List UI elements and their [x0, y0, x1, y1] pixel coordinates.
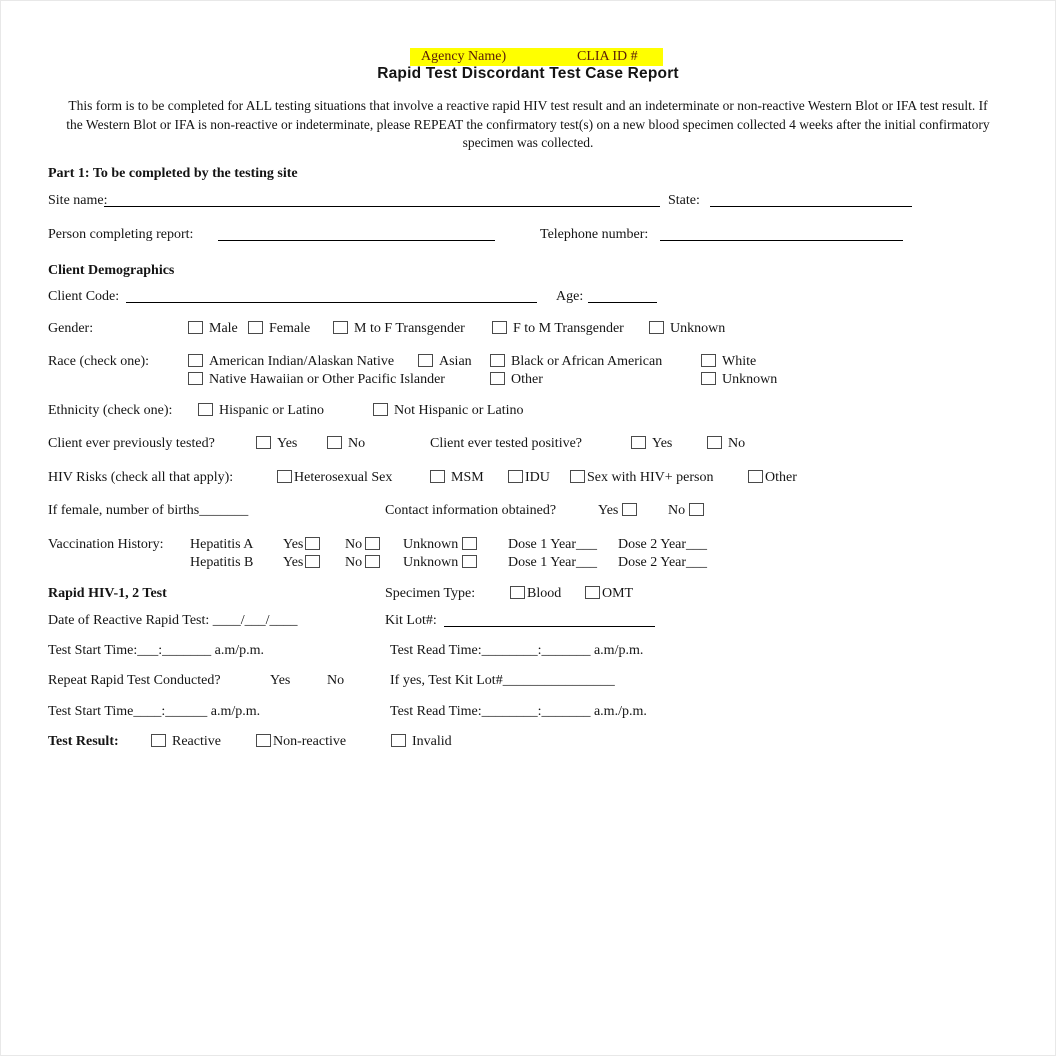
- option-label: Yes: [652, 436, 673, 451]
- race-option-black[interactable]: [490, 353, 662, 371]
- race-option-unknown[interactable]: [701, 371, 777, 389]
- risk-msm-checkbox[interactable]: [430, 470, 445, 483]
- option-label: Hispanic or Latino: [219, 403, 324, 418]
- hep-b-no-checkbox[interactable]: [365, 555, 380, 568]
- hep-a-yes[interactable]: [283, 536, 320, 554]
- hep-a-unknown[interactable]: [403, 536, 477, 554]
- option-label: Unknown: [670, 321, 726, 336]
- risk-idu[interactable]: [508, 469, 550, 487]
- result-invalid[interactable]: [391, 733, 452, 751]
- gender-ftm-checkbox[interactable]: [492, 321, 507, 334]
- option-label: No: [345, 555, 363, 570]
- result-invalid-checkbox[interactable]: [391, 734, 406, 747]
- if-yes-kit-lot-label[interactable]: If yes, Test Kit Lot#________________: [390, 673, 615, 688]
- ethnicity-option-not-hispanic[interactable]: [373, 402, 523, 420]
- tested-positive-yes[interactable]: [631, 435, 672, 453]
- hep-b-unknown[interactable]: [403, 554, 477, 572]
- race-label: Race (check one):: [48, 354, 150, 369]
- ethnicity-hispanic-checkbox[interactable]: [198, 403, 213, 416]
- contact-yes-checkbox[interactable]: [622, 503, 637, 516]
- option-label: Male: [209, 321, 238, 336]
- site-name-field[interactable]: [104, 190, 660, 207]
- option-label: Yes: [277, 436, 298, 451]
- option-label: Non-reactive: [273, 734, 347, 749]
- gender-option-ftm[interactable]: [492, 320, 624, 338]
- specimen-blood-checkbox[interactable]: [510, 586, 525, 599]
- test-read-time-1[interactable]: Test Read Time:________:_______ a.m/p.m.: [390, 643, 644, 658]
- option-label: White: [722, 354, 757, 369]
- option-label: Asian: [439, 354, 472, 369]
- kit-lot-field[interactable]: [444, 610, 655, 627]
- result-non-reactive-checkbox[interactable]: [256, 734, 271, 747]
- repeat-test-label: Repeat Rapid Test Conducted?: [48, 673, 221, 688]
- hep-a-no-checkbox[interactable]: [365, 537, 380, 550]
- risk-idu-checkbox[interactable]: [508, 470, 523, 483]
- contact-no[interactable]: [668, 502, 704, 520]
- option-label: Sex with HIV+ person: [587, 470, 714, 485]
- hep-a-label: Hepatitis A: [190, 537, 254, 552]
- result-reactive[interactable]: [151, 733, 221, 751]
- tested-positive-no[interactable]: [707, 435, 745, 453]
- race-unknown-checkbox[interactable]: [701, 372, 716, 385]
- risk-msm[interactable]: [430, 469, 484, 487]
- ethnicity-option-hispanic[interactable]: [198, 402, 324, 420]
- race-black-checkbox[interactable]: [490, 354, 505, 367]
- hep-b-yes-checkbox[interactable]: [305, 555, 320, 568]
- race-other-checkbox[interactable]: [490, 372, 505, 385]
- hep-a-dose2[interactable]: Dose 2 Year___: [618, 537, 708, 552]
- race-option-asian[interactable]: [418, 353, 472, 371]
- risk-heterosexual[interactable]: [277, 469, 392, 487]
- client-code-label: Client Code:: [48, 289, 120, 304]
- hiv-risks-label: HIV Risks (check all that apply):: [48, 470, 234, 485]
- result-non-reactive[interactable]: [256, 733, 346, 751]
- repeat-yes[interactable]: Yes: [270, 673, 291, 688]
- option-label: No: [348, 436, 366, 451]
- option-label: Heterosexual Sex: [294, 470, 393, 485]
- gender-option-mtf[interactable]: [333, 320, 465, 338]
- hep-b-no[interactable]: [345, 554, 380, 572]
- option-label: Invalid: [412, 734, 452, 749]
- option-label: Not Hispanic or Latino: [394, 403, 524, 418]
- test-start-time-1[interactable]: Test Start Time:___:_______ a.m/p.m.: [48, 643, 265, 658]
- risk-heterosexual-checkbox[interactable]: [277, 470, 292, 483]
- risk-sex-hiv-positive-checkbox[interactable]: [570, 470, 585, 483]
- option-label: Black or African American: [511, 354, 663, 369]
- person-completing-label: Person completing report:: [48, 227, 194, 242]
- test-start-time-2[interactable]: Test Start Time____:______ a.m/p.m.: [48, 704, 261, 719]
- form-instructions: This form is to be completed for ALL testing situations that involve a reactive rapid HIV test result and an indeterminate or non-reactive Western Blot or IFA test result. If the Western Blot or IFA is non-reactive or indeterminate, please REPEAT the confirmatory test(s) on a new blood specimen collected 4 weeks after the initial confirmatory specimen was collected.: [66, 98, 990, 150]
- gender-unknown-checkbox[interactable]: [649, 321, 664, 334]
- test-read-time-2[interactable]: Test Read Time:________:_______ a.m./p.m.: [390, 704, 647, 719]
- age-label: Age:: [556, 289, 584, 304]
- gender-male-checkbox[interactable]: [188, 321, 203, 334]
- prev-tested-label: Client ever previously tested?: [48, 436, 215, 451]
- reactive-test-date-label[interactable]: Date of Reactive Rapid Test: ____/___/____: [48, 613, 298, 628]
- option-label: OMT: [602, 586, 634, 601]
- hep-b-dose2[interactable]: Dose 2 Year___: [618, 555, 708, 570]
- option-label: American Indian/Alaskan Native: [209, 354, 395, 369]
- rapid-test-heading: Rapid HIV-1, 2 Test: [48, 586, 167, 601]
- race-option-nhpi[interactable]: [188, 371, 445, 389]
- option-label: No: [345, 537, 363, 552]
- hep-b-unknown-checkbox[interactable]: [462, 555, 477, 568]
- specimen-omt-checkbox[interactable]: [585, 586, 600, 599]
- hep-a-yes-checkbox[interactable]: [305, 537, 320, 550]
- contact-no-checkbox[interactable]: [689, 503, 704, 516]
- gender-option-female[interactable]: [248, 320, 310, 338]
- hep-a-dose1[interactable]: Dose 1 Year___: [508, 537, 598, 552]
- option-label: Other: [511, 372, 543, 387]
- births-label[interactable]: If female, number of births_______: [48, 503, 249, 518]
- hep-b-yes[interactable]: [283, 554, 320, 572]
- person-completing-field[interactable]: [218, 224, 495, 241]
- telephone-field[interactable]: [660, 224, 903, 241]
- race-ai-an-checkbox[interactable]: [188, 354, 203, 367]
- highlighted-header: [410, 48, 663, 66]
- specimen-type-label: Specimen Type:: [385, 586, 476, 601]
- option-label: Yes: [283, 537, 304, 552]
- option-label: MSM: [451, 470, 484, 485]
- risk-sex-hiv-positive[interactable]: [570, 469, 714, 487]
- race-asian-checkbox[interactable]: [418, 354, 433, 367]
- state-field[interactable]: [710, 190, 912, 207]
- risk-other-checkbox[interactable]: [748, 470, 763, 483]
- option-label: Unknown: [403, 555, 459, 570]
- hep-b-dose1[interactable]: Dose 1 Year___: [508, 555, 598, 570]
- option-label: Blood: [527, 586, 562, 601]
- option-label: Yes: [598, 503, 619, 518]
- part1-heading: Part 1: To be completed by the testing site: [48, 166, 298, 181]
- option-label: IDU: [525, 470, 550, 485]
- prev-tested-no[interactable]: [327, 435, 365, 453]
- race-nhpi-checkbox[interactable]: [188, 372, 203, 385]
- option-label: No: [668, 503, 686, 518]
- prev-tested-yes[interactable]: [256, 435, 297, 453]
- ethnicity-not-hispanic-checkbox[interactable]: [373, 403, 388, 416]
- tested-positive-no-checkbox[interactable]: [707, 436, 722, 449]
- ethnicity-label: Ethnicity (check one):: [48, 403, 173, 418]
- agency-name-label: Agency Name): [421, 49, 507, 64]
- telephone-label: Telephone number:: [540, 227, 649, 242]
- risk-other[interactable]: [748, 469, 797, 487]
- state-label: State:: [668, 193, 700, 208]
- option-label: Unknown: [403, 537, 459, 552]
- gender-label: Gender:: [48, 321, 94, 336]
- form-title: Rapid Test Discordant Test Case Report: [377, 65, 679, 82]
- contact-yes[interactable]: [598, 502, 637, 520]
- specimen-blood[interactable]: [510, 585, 561, 603]
- option-label: M to F Transgender: [354, 321, 465, 336]
- gender-female-checkbox[interactable]: [248, 321, 263, 334]
- option-label: Female: [269, 321, 311, 336]
- race-option-ai-an[interactable]: [188, 353, 394, 371]
- hep-a-unknown-checkbox[interactable]: [462, 537, 477, 550]
- gender-option-unknown[interactable]: [649, 320, 725, 338]
- race-option-other[interactable]: [490, 371, 543, 389]
- clia-id-label: CLIA ID #: [577, 49, 638, 64]
- age-field[interactable]: [588, 286, 657, 303]
- hep-b-label: Hepatitis B: [190, 555, 254, 570]
- repeat-no[interactable]: No: [327, 673, 345, 688]
- option-label: Other: [765, 470, 797, 485]
- test-result-label: Test Result:: [48, 734, 119, 749]
- option-label: Reactive: [172, 734, 221, 749]
- prev-tested-no-checkbox[interactable]: [327, 436, 342, 449]
- race-white-checkbox[interactable]: [701, 354, 716, 367]
- demographics-heading: Client Demographics: [48, 263, 175, 278]
- client-code-field[interactable]: [126, 286, 537, 303]
- vaccination-label: Vaccination History:: [48, 537, 164, 552]
- site-name-label: Site name:: [48, 193, 108, 208]
- gender-option-male[interactable]: [188, 320, 238, 338]
- tested-positive-yes-checkbox[interactable]: [631, 436, 646, 449]
- kit-lot-label: Kit Lot#:: [385, 613, 437, 628]
- gender-mtf-checkbox[interactable]: [333, 321, 348, 334]
- option-label: Yes: [283, 555, 304, 570]
- hep-a-no[interactable]: [345, 536, 380, 554]
- contact-info-label: Contact information obtained?: [385, 503, 557, 518]
- specimen-omt[interactable]: [585, 585, 633, 603]
- result-reactive-checkbox[interactable]: [151, 734, 166, 747]
- option-label: No: [728, 436, 746, 451]
- race-option-white[interactable]: [701, 353, 756, 371]
- option-label: Native Hawaiian or Other Pacific Islander: [209, 372, 445, 387]
- option-label: Unknown: [722, 372, 778, 387]
- option-label: F to M Transgender: [513, 321, 624, 336]
- tested-positive-label: Client ever tested positive?: [430, 436, 583, 451]
- prev-tested-yes-checkbox[interactable]: [256, 436, 271, 449]
